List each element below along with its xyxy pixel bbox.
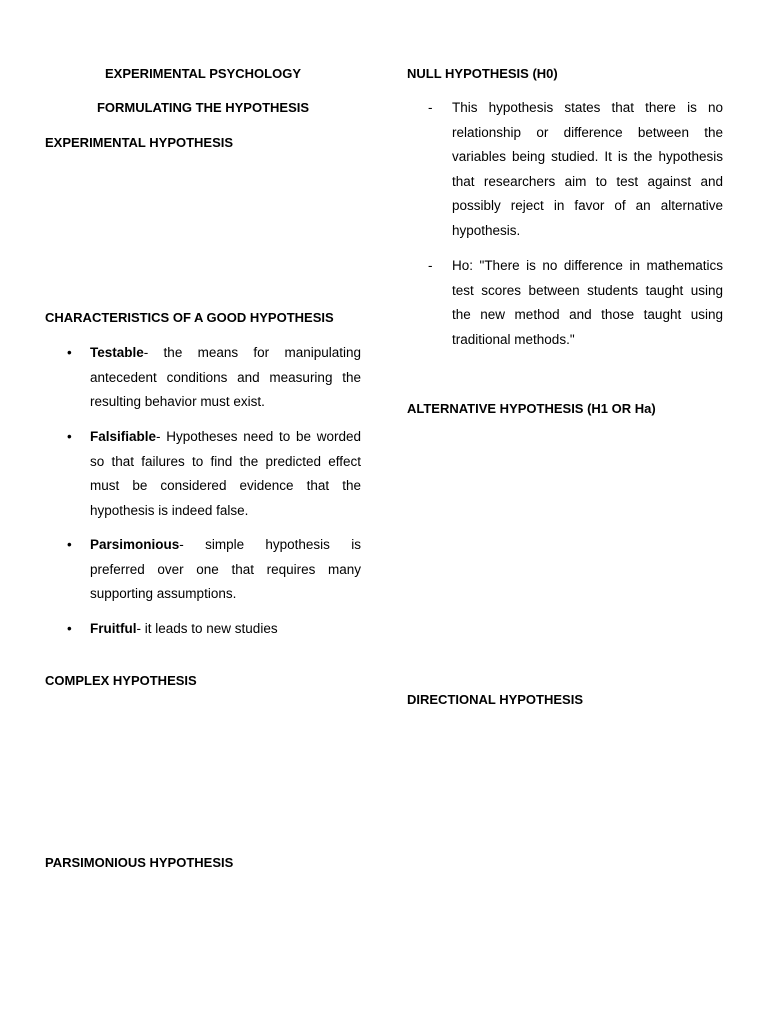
list-item-text [90,425,361,523]
bullet-icon: • [67,537,72,552]
document-subtitle: FORMULATING THE HYPOTHESIS [96,100,310,115]
term-description: - it leads to new studies [136,621,278,636]
null-hypothesis-heading: NULL HYPOTHESIS (H0) [407,66,558,81]
characteristics-heading: CHARACTERISTICS OF A GOOD HYPOTHESIS [45,310,334,325]
dash-icon: - [428,100,433,115]
term-label: Fruitful [90,621,137,636]
directional-hypothesis-heading: DIRECTIONAL HYPOTHESIS [407,692,584,707]
term-label: Parsimonious [90,537,180,552]
list-item-text: This hypothesis states that there is no relationship or difference between the variables being studied. It is the hypothesis that researchers aim to test against and possibly reject in favor of an alternative hypothesis. [452,100,723,238]
alternative-hypothesis-heading: ALTERNATIVE HYPOTHESIS (H1 OR Ha) [407,401,656,416]
parsimonious-hypothesis-heading: PARSIMONIOUS HYPOTHESIS [45,855,234,870]
bullet-icon: • [67,621,72,636]
dash-icon: - [428,258,433,273]
list-item-text: Ho: "There is no difference in mathematics test scores between students taught using the new method and those taught using traditional methods." [452,258,723,347]
complex-hypothesis-heading: COMPLEX HYPOTHESIS [45,673,197,688]
term-description: - simple hypothesis is preferred over one that requires many supporting assumptions. [90,537,361,602]
bullet-icon: • [67,345,72,360]
term-label: Testable [90,345,144,360]
list-item-text [90,533,361,607]
list-item-text [90,617,361,642]
list-item-text [90,341,361,415]
term-description: - Hypotheses need to be worded so that failures to find the predicted effect must be considered evidence that the hypothesis is indeed false. [90,429,361,518]
bullet-icon: • [67,429,72,444]
term-label: Falsifiable [90,429,157,444]
document-title: EXPERIMENTAL PSYCHOLOGY [105,66,301,81]
term-description: - the means for manipulating antecedent conditions and measuring the resulting behavior must exist. [90,345,361,410]
experimental-hypothesis-heading: EXPERIMENTAL HYPOTHESIS [45,135,234,150]
